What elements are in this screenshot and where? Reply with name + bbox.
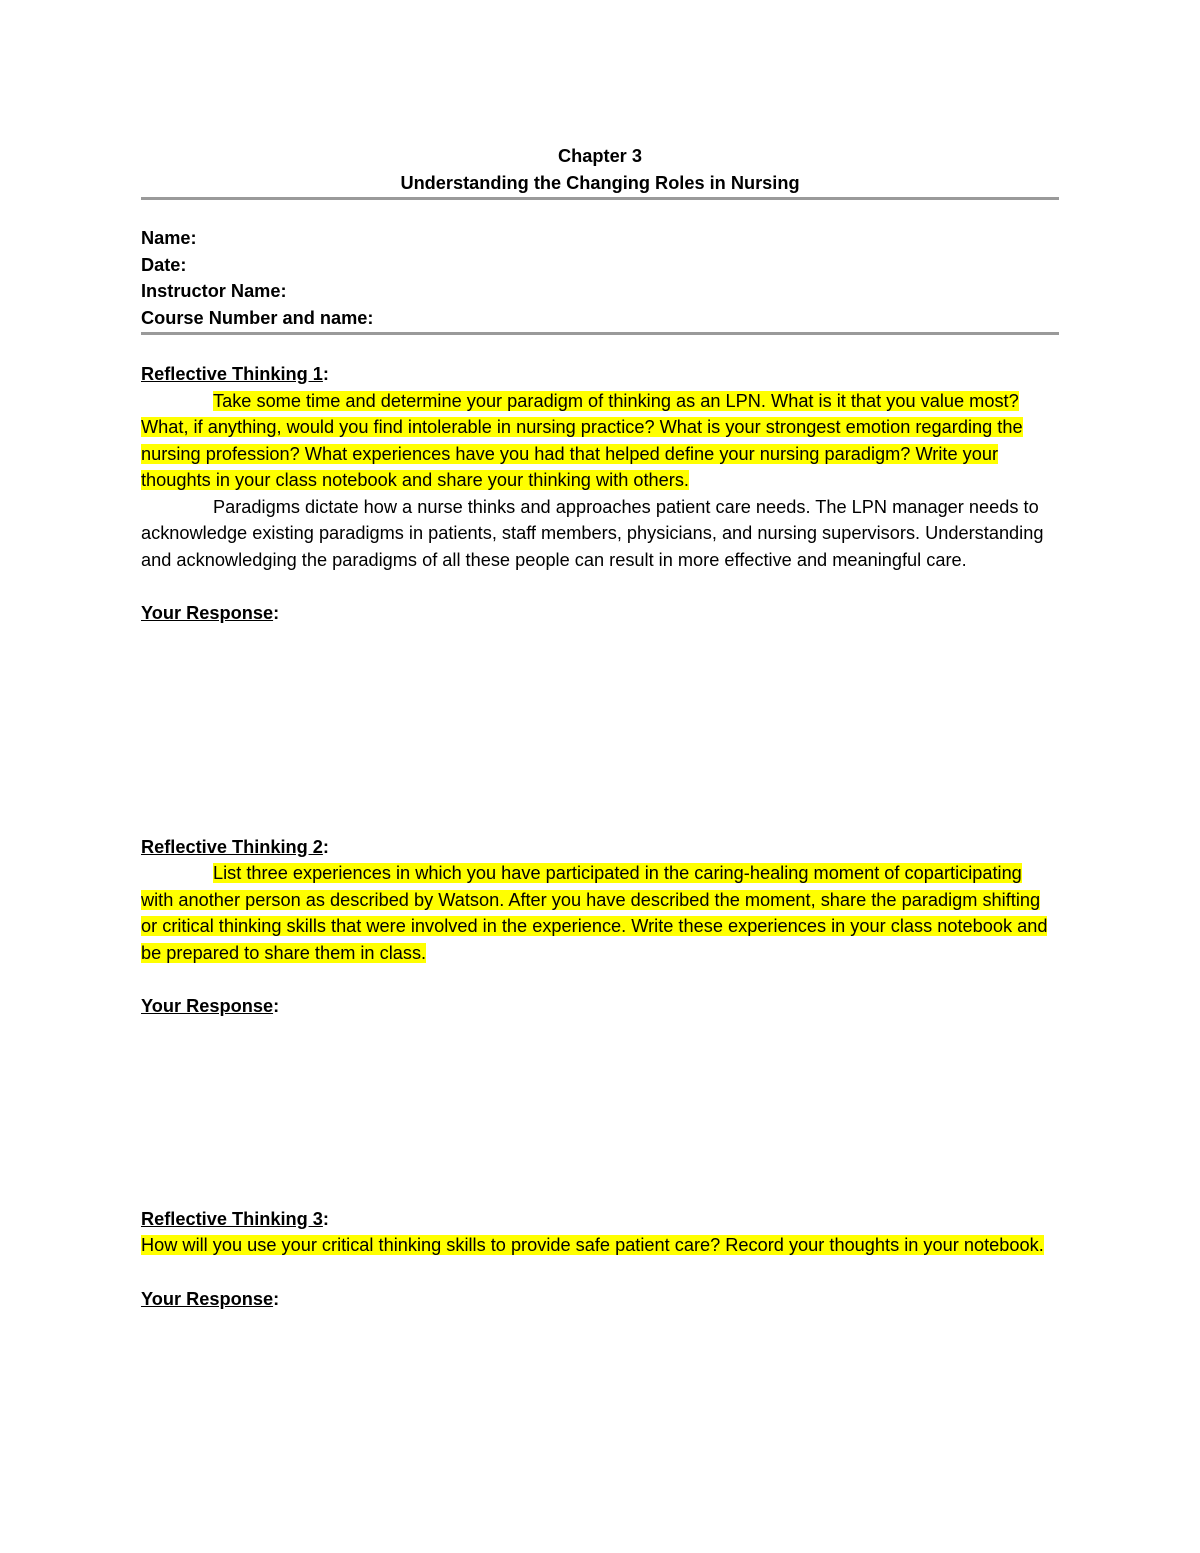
document-title: Understanding the Changing Roles in Nursing	[400, 173, 800, 193]
section-heading: Reflective Thinking 1:	[141, 364, 329, 384]
section-note: Paradigms dictate how a nurse thinks and approaches patient care needs. The LPN manager needs to acknowledge existing paradigms in patients, staff members, physicians, and nursing supervisors. Understanding and acknowledging the paradigms of all these people can result in more effective and meaningful care.	[141, 496, 1044, 570]
course-field-label: Course Number and name:	[141, 307, 374, 328]
name-field-label: Name:	[141, 228, 197, 248]
spacer	[141, 966, 1059, 993]
response-label: Your Response:	[141, 996, 280, 1016]
highlighted-prompt: Take some time and determine your paradigm of thinking as an LPN. What is it that you value most? What, if anything, would you find intolerable in nursing practice? What is your strongest emotion regarding the nursing profession? What experiences have you had that helped define your nursing paradigm? Write your thoughts in your class notebook and share your thinking with others.	[141, 390, 1023, 490]
reflective-thinking-1	[141, 361, 1059, 834]
reflective-thinking-3	[141, 1206, 1059, 1433]
chapter-label: Chapter 3	[558, 146, 642, 166]
section-heading: Reflective Thinking 2:	[141, 836, 329, 857]
response-area[interactable]	[141, 1020, 1059, 1206]
highlighted-prompt: List three experiences in which you have participated in the caring-healing moment of coparticipating with another person as described by Watson. After you have described the moment, share the paradigm shifting or critical thinking skills that were involved in the experience. Write these experiences in your class notebook and be prepared to share them in class.	[141, 863, 1048, 963]
spacer	[141, 335, 1059, 361]
section-prompt	[141, 388, 1059, 494]
section-heading: Reflective Thinking 3:	[141, 1208, 329, 1229]
spacer	[141, 1259, 1059, 1286]
highlighted-prompt: How will you use your critical thinking skills to provide safe patient care? Record your thoughts in your notebook.	[141, 1235, 1044, 1255]
response-area[interactable]	[141, 1312, 1059, 1432]
reflective-thinking-2	[141, 834, 1059, 1206]
document-content	[141, 143, 1059, 1432]
response-label: Your Response:	[141, 603, 280, 623]
student-info-block	[141, 225, 1059, 331]
section-prompt	[141, 1232, 1059, 1259]
date-field-label: Date:	[141, 254, 187, 275]
header-divider	[141, 197, 1059, 200]
response-area[interactable]	[141, 627, 1059, 834]
title-block	[141, 143, 1059, 197]
instructor-field-label: Instructor Name:	[141, 281, 287, 301]
spacer	[141, 573, 1059, 600]
response-label: Your Response:	[141, 1288, 280, 1309]
section-prompt	[141, 860, 1059, 966]
